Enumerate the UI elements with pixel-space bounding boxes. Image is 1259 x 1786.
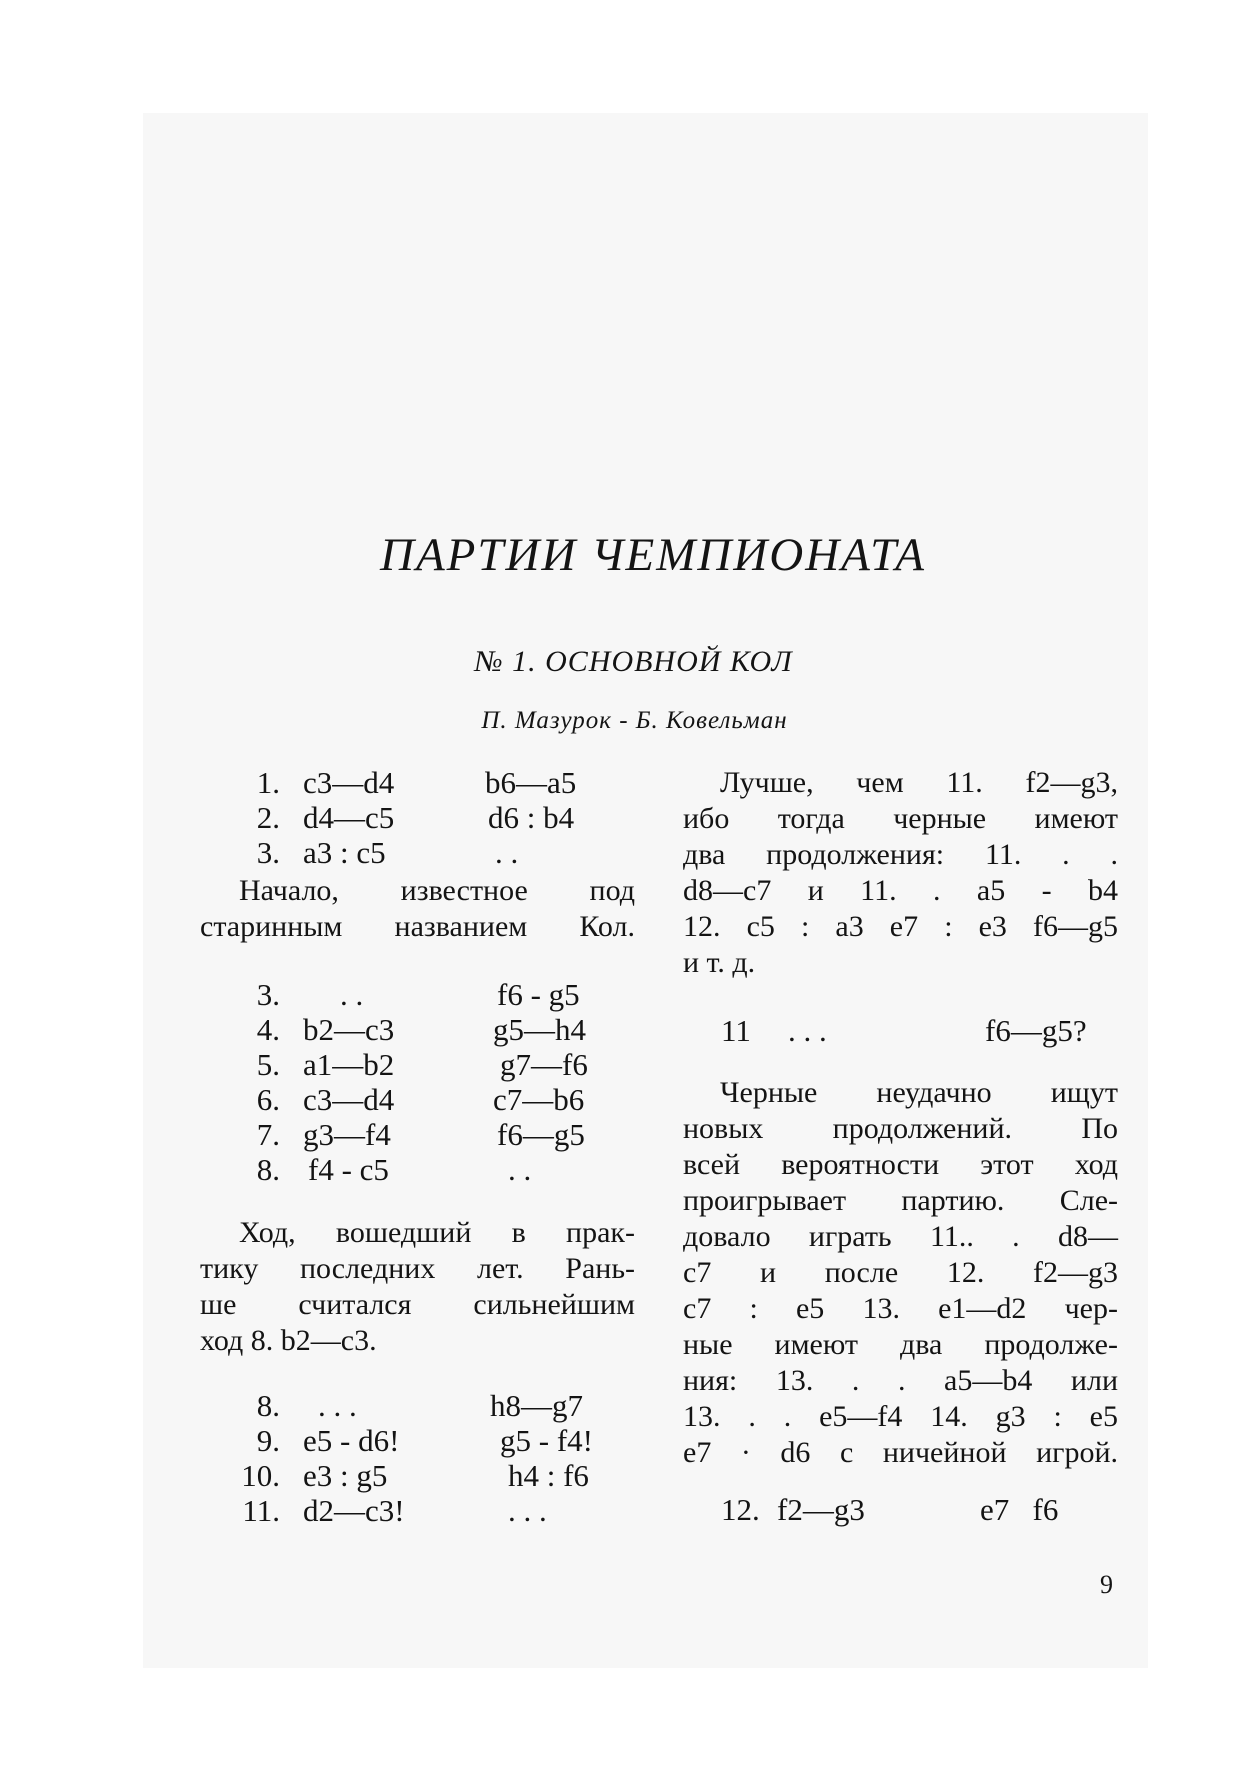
game-players: П. Мазурок - Б. Ковельман — [481, 707, 788, 734]
comment-line: проигрывает партию. Сле- — [683, 1184, 1118, 1217]
black-move: h4 : f6 — [508, 1458, 589, 1493]
comment-move-11 — [683, 1075, 1118, 1471]
comment-line: всей вероятности этот ход — [683, 1148, 1118, 1181]
comment-line: ше считался сильнейшим — [200, 1288, 635, 1321]
black-move: h8—g7 — [490, 1388, 583, 1423]
move-number: 4. — [256, 1012, 280, 1047]
comment-line: 12. c5 : a3 e7 : e3 f6—g5 — [683, 910, 1118, 943]
white-move: a3 : c5 — [303, 835, 386, 870]
page-number: 9 — [1100, 1570, 1113, 1599]
comment-move-11-alt — [683, 765, 1118, 981]
move-number: 6. — [256, 1082, 280, 1117]
black-move: b6—a5 — [485, 765, 577, 800]
comment-line: e7 · d6 с ничейной игрой. — [683, 1436, 1118, 1469]
black-move: f6—g5 — [497, 1117, 585, 1152]
comment-line: Черные неудачно ищут — [720, 1076, 1118, 1109]
black-move: g5 - f4! — [500, 1423, 593, 1458]
move-number: 7. — [256, 1117, 280, 1152]
move-number: 1. — [256, 765, 280, 800]
comment-line: ные имеют два продолже- — [683, 1328, 1118, 1361]
comment-line: старинным названием Кол. — [200, 910, 635, 943]
comment-move-8 — [200, 1215, 635, 1359]
black-move: g5—h4 — [493, 1012, 586, 1047]
black-move: f6—g5? — [985, 1013, 1087, 1048]
move-number: 3. — [256, 835, 280, 870]
comment-line: ход 8. b2—c3. — [200, 1324, 377, 1357]
white-move: d2—c3! — [303, 1493, 405, 1528]
comment-opening — [200, 873, 635, 945]
comment-line: c7 и после 12. f2—g3 — [683, 1256, 1118, 1289]
move-number: 10. — [241, 1458, 280, 1493]
comment-line: новых продолжений. По — [683, 1112, 1118, 1145]
white-move: e3 : g5 — [303, 1458, 388, 1493]
comment-line: c7 : e5 13. e1—d2 чер- — [683, 1292, 1118, 1325]
page-title: ПАРТИИ ЧЕМПИОНАТА — [380, 529, 926, 581]
black-move: f6 - g5 — [497, 977, 580, 1012]
comment-line: два продолжения: 11. . . — [683, 838, 1118, 871]
black-move: e7 f6 — [980, 1492, 1059, 1527]
black-move: g7—f6 — [500, 1047, 588, 1082]
white-move: a1—b2 — [303, 1047, 395, 1082]
comment-line: ния: 13. . . a5—b4 или — [683, 1364, 1118, 1397]
move-number: 12. — [721, 1492, 760, 1527]
move-number: 2. — [256, 800, 280, 835]
black-move: . . — [508, 1152, 532, 1187]
comment-line: и т. д. — [683, 946, 756, 979]
move-number: 3. — [256, 977, 280, 1012]
white-move: b2—c3 — [303, 1012, 395, 1047]
comment-line: Начало, известное под — [239, 874, 635, 907]
black-move: . . — [495, 835, 519, 870]
comment-line: ибо тогда черные имеют — [683, 802, 1118, 835]
comment-line: Лучше, чем 11. f2—g3, — [720, 766, 1118, 799]
white-move: g3—f4 — [303, 1117, 391, 1152]
white-move: c3—d4 — [303, 765, 395, 800]
move-number: 11 — [721, 1013, 751, 1048]
comment-line: Ход, вошедший в прак- — [239, 1216, 635, 1249]
move-number: 5. — [256, 1047, 280, 1082]
game-heading: № 1. ОСНОВНОЙ КОЛ — [474, 645, 793, 678]
black-move: c7—b6 — [493, 1082, 585, 1117]
black-move: d6 : b4 — [488, 800, 575, 835]
comment-line: тику последних лет. Рань- — [200, 1252, 635, 1285]
white-move: . . — [340, 977, 364, 1012]
white-move: f4 - c5 — [308, 1152, 389, 1187]
move-number: 11. — [242, 1493, 280, 1528]
white-move: d4—c5 — [303, 800, 395, 835]
comment-line: довало играть 11.. . d8— — [683, 1220, 1118, 1253]
black-move: . . . — [508, 1493, 547, 1528]
comment-line: 13. . . e5—f4 14. g3 : e5 — [683, 1400, 1118, 1433]
white-move: e5 - d6! — [303, 1423, 400, 1458]
white-move: c3—d4 — [303, 1082, 395, 1117]
move-number: 9. — [256, 1423, 280, 1458]
move-number: 8. — [256, 1388, 280, 1423]
white-move: . . . — [788, 1013, 827, 1048]
move-number: 8. — [256, 1152, 280, 1187]
comment-line: d8—c7 и 11. . a5 - b4 — [683, 874, 1118, 907]
white-move: f2—g3 — [777, 1492, 865, 1527]
white-move: . . . — [318, 1388, 357, 1423]
